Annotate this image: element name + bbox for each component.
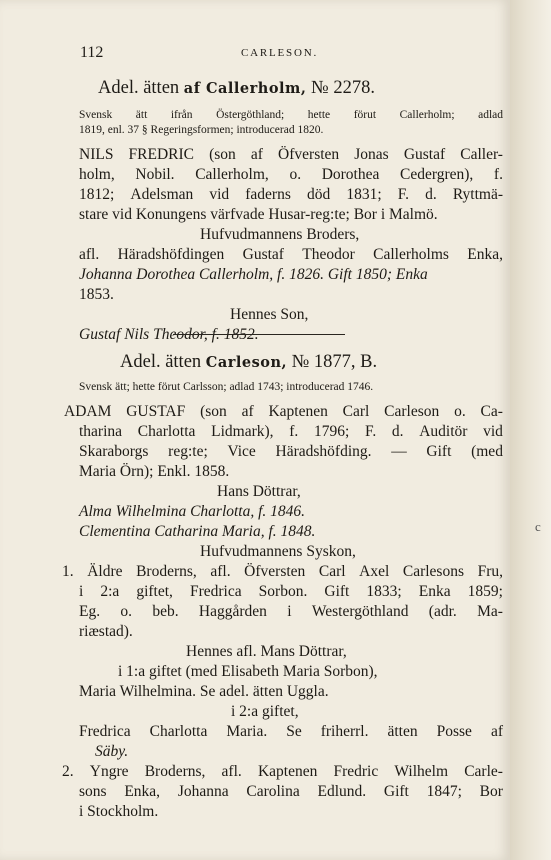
entry-line: i Stockholm. bbox=[79, 803, 159, 820]
entry-line: Skaraborgs reg:te; Vice Häradshöfding. — Gift (med bbox=[79, 443, 503, 460]
entry-line: 1. Äldre Broderns, afl. Öfversten Carl Axel Carlesons Fru, bbox=[62, 563, 503, 580]
entry-line: sons Enka, Johanna Carolina Edlund. Gift 1847; Bor bbox=[79, 783, 503, 800]
entry-line: ADAM GUSTAF (son af Kaptenen Carl Carleson o. Ca- bbox=[64, 403, 503, 420]
entry-line: tharina Charlotta Lidmark), f. 1796; F. d. Auditör vid bbox=[79, 423, 503, 440]
entry-line: Maria Örn); Enkl. 1858. bbox=[79, 463, 230, 480]
entry-line: 2. Yngre Broderns, afl. Kaptenen Fredric Wilhelm Carle- bbox=[62, 763, 503, 780]
intro-line: 1819, enl. 37 § Regeringsformen; introducerad 1820. bbox=[79, 124, 324, 136]
entry-line: Maria Wilhelmina. Se adel. ätten Uggla. bbox=[79, 683, 329, 700]
entry-line: NILS FREDRIC (son af Öfversten Jonas Gustaf Caller- bbox=[79, 146, 503, 163]
entry-line: i 1:a giftet (med Elisabeth Maria Sorbon), bbox=[118, 663, 378, 680]
title-prefix: Adel. ätten bbox=[120, 352, 202, 372]
subheading: Hans Döttrar, bbox=[217, 483, 301, 500]
section-title-carleson bbox=[120, 353, 377, 372]
page-number: 112 bbox=[80, 44, 104, 61]
intro-line: Svensk ätt; hette förut Carlsson; adlad 1743; introducerad 1746. bbox=[79, 381, 374, 393]
entry-line: Fredrica Charlotta Maria. Se friherrl. ätten Posse af bbox=[79, 723, 503, 740]
entry-line: Eg. o. beb. Haggården i Westergöthland (adr. Ma- bbox=[79, 603, 503, 620]
page-edge bbox=[510, 0, 551, 860]
subheading: Hennes Son, bbox=[230, 306, 309, 323]
entry-line: holm, Nobil. Callerholm, o. Dorothea Cedergren), f. bbox=[79, 166, 503, 183]
entry-line: 1812; Adelsman vid faderns död 1831; F. d. Ryttmä- bbox=[79, 186, 503, 203]
intro-line: Svensk ätt ifrån Östergöthland; hette förut Callerholm; adlad bbox=[79, 109, 503, 121]
entry-line: afl. Häradshöfdingen Gustaf Theodor Callerholms Enka, bbox=[79, 246, 503, 263]
entry-line: Johanna Dorothea Callerholm, f. 1826. Gift 1850; Enka bbox=[79, 266, 428, 283]
subheading: i 2:a giftet, bbox=[231, 703, 299, 720]
entry-line: Säby. bbox=[95, 743, 129, 760]
entry-line: i 2:a giftet, Fredrica Sorbon. Gift 1833; Enka 1859; bbox=[79, 583, 503, 600]
family-name: af Callerholm, bbox=[183, 80, 307, 97]
subheading: Hufvudmannens Syskon, bbox=[200, 543, 356, 560]
family-number: № 2278. bbox=[311, 78, 375, 98]
subheading: Hufvudmannens Broders, bbox=[200, 226, 360, 243]
entry-line: Gustaf Nils Theodor, f. 1852. bbox=[79, 326, 259, 343]
section-divider bbox=[173, 334, 345, 335]
entry-line: riæstad). bbox=[79, 623, 133, 640]
family-name: Carleson, bbox=[205, 354, 288, 371]
section-title-callerholm bbox=[98, 79, 375, 98]
margin-mark: c bbox=[535, 519, 541, 534]
entry-line: 1853. bbox=[79, 286, 114, 303]
subheading: Hennes afl. Mans Döttrar, bbox=[186, 643, 347, 660]
entry-line: Clementina Catharina Maria, f. 1848. bbox=[79, 523, 316, 540]
running-head: CARLESON. bbox=[241, 47, 319, 59]
entry-line: Alma Wilhelmina Charlotta, f. 1846. bbox=[79, 503, 306, 520]
family-number: № 1877, B. bbox=[291, 352, 378, 372]
title-prefix: Adel. ätten bbox=[98, 78, 180, 98]
entry-line: stare vid Konungens värfvade Husar-reg:te; Bor i Malmö. bbox=[79, 206, 438, 223]
